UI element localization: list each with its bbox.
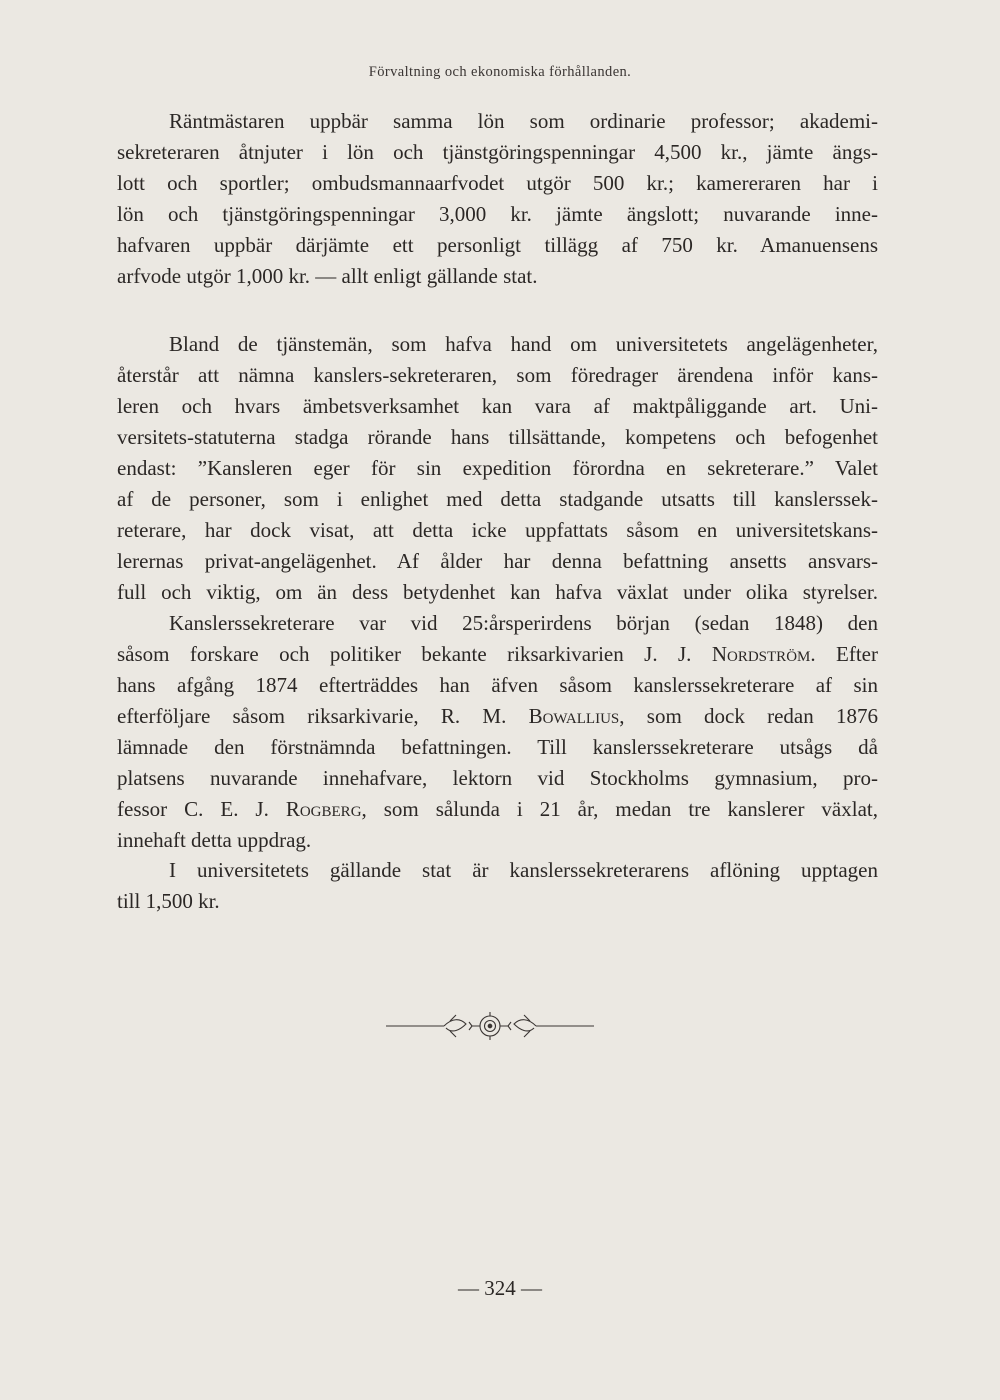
text-line: platsens nuvarande innehafvare, lektorn vid Stockholms gymnasium, pro- — [117, 766, 878, 790]
person-name: Bowallius — [528, 704, 620, 728]
text-line: leren och hvars ämbetsverksamhet kan vara af maktpåliggande art. Uni- — [117, 394, 878, 418]
page-number: — 324 — — [458, 1276, 542, 1300]
text-line: Kanslerssekreterare var vid 25:årsperirdens början (sedan 1848) den — [169, 611, 878, 635]
text-line: till 1,500 kr. — [117, 889, 220, 913]
text-line: hafvaren uppbär därjämte ett personligt tillägg af 750 kr. Amanuensens — [117, 233, 878, 257]
text-line: Bland de tjänstemän, som hafva hand om universitetets angelägenheter, — [169, 332, 878, 356]
text-segment: , som dock redan 1876 — [619, 704, 878, 728]
text-line — [117, 701, 878, 732]
paragraph-salaries — [117, 106, 878, 292]
text-segment: efterföljare såsom riksarkivarie, R. M. — [117, 704, 507, 728]
text-line: arfvode utgör 1,000 kr. — allt enligt gällande stat. — [117, 264, 538, 288]
text-line: af de personer, som i enlighet med detta stadgande utsatts till kanslerssek- — [117, 487, 878, 511]
paragraph-chancellor-secretary — [117, 329, 878, 608]
paragraph-secretary-history — [117, 608, 878, 856]
running-header: Förvaltning och ekonomiska förhållanden. — [368, 64, 632, 80]
text-line: endast: ”Kansleren eger för sin expedition förordna en sekreterare.” Valet — [117, 456, 878, 480]
text-line: lön och tjänstgöringspenningar 3,000 kr. jämte ängslott; nuvarande inne- — [117, 202, 878, 226]
text-line: I universitetets gällande stat är kanslerssekreterarens aflöning upptagen — [169, 858, 878, 882]
text-line: Räntmästaren uppbär samma lön som ordinarie professor; akademi- — [169, 109, 878, 133]
paragraph-salary-note — [117, 855, 878, 917]
text-line: lämnade den förstnämnda befattningen. Till kanslerssekreterare utsågs då — [117, 735, 878, 759]
text-line: versitets-statuterna stadga rörande hans tillsättande, kompetens och befogenhet — [117, 425, 878, 449]
text-segment: , som sålunda i 21 år, medan tre kanslerer växlat, — [361, 797, 878, 821]
text-line: återstår att nämna kanslers-sekreteraren, som föredrager ärendena inför kans- — [117, 363, 878, 387]
text-segment: såsom forskare och politiker bekante riksarkivarien J. J. — [117, 642, 692, 666]
text-line: reterare, har dock visat, att detta icke uppfattats såsom en universitetskans- — [117, 518, 878, 542]
person-name: Rogberg — [285, 797, 362, 821]
text-line: full och viktig, om än dess betydenhet kan hafva växlat under olika styrelser. — [117, 580, 878, 604]
text-line: sekreteraren åtnjuter i lön och tjänstgöringspenningar 4,500 kr., jämte ängs- — [117, 140, 878, 164]
text-line: innehaft detta uppdrag. — [117, 828, 312, 852]
text-line: hans afgång 1874 efterträddes han äfven såsom kanslerssekreterare af sin — [117, 673, 878, 697]
person-name: Nordström — [711, 642, 811, 666]
text-line: lott och sportler; ombudsmannaarfvodet utgör 500 kr.; kamereraren har i — [117, 171, 878, 195]
text-line — [117, 794, 878, 825]
text-segment: . Efter — [810, 642, 878, 666]
text-line — [117, 639, 878, 670]
text-line: lerernas privat-angelägenhet. Af ålder har denna befattning ansetts ansvars- — [117, 549, 878, 573]
text-segment: fessor C. E. J. — [117, 797, 269, 821]
floral-divider-icon — [386, 1008, 594, 1044]
